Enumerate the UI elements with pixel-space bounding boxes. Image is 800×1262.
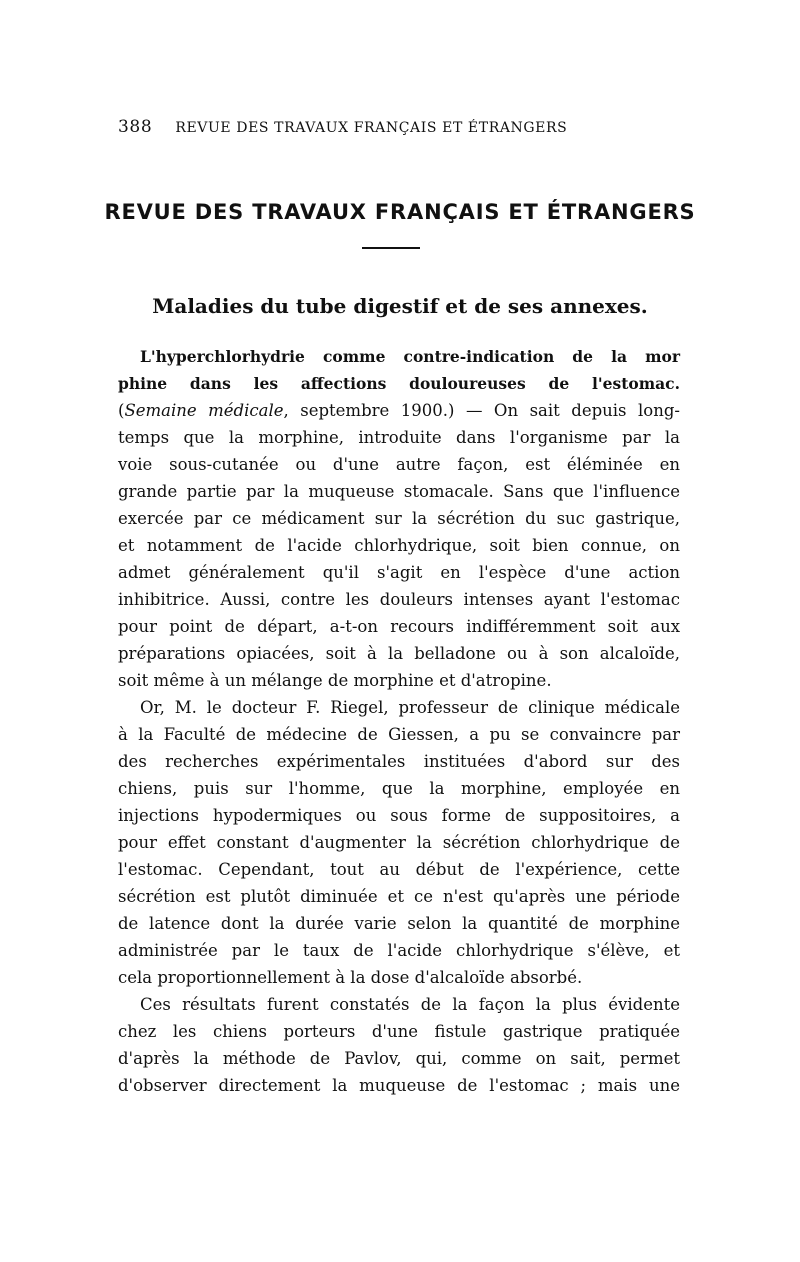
body-line: des recherches expérimentales instituées d'abord sur des (118, 752, 680, 771)
source-name: Semaine médicale (124, 401, 284, 420)
source-line-rest: , septembre 1900.) — On sait depuis long- (283, 401, 680, 420)
section-title: REVUE DES TRAVAUX FRANÇAIS ET ÉTRANGERS (104, 200, 696, 224)
subsection-title: Maladies du tube digestif et de ses annexes. (152, 294, 648, 318)
article-title-line-2: phine dans les affections douloureuses de l'estomac. (118, 374, 680, 393)
body-line: sécrétion est plutôt diminuée et ce n'est qu'après une période (118, 887, 680, 906)
body-line: préparations opiacées, soit à la belladone ou à son alcaloïde, (118, 644, 680, 663)
body-line: temps que la morphine, introduite dans l'organisme par la (118, 428, 680, 447)
body-line: Or, M. le docteur F. Riegel, professeur de clinique médicale (140, 698, 680, 717)
article-body (118, 343, 680, 1099)
body-line: administrée par le taux de l'acide chlorhydrique s'élève, et (118, 941, 680, 960)
body-line: l'estomac. Cependant, tout au début de l'expérience, cette (118, 860, 680, 879)
running-head-title: REVUE DES TRAVAUX FRANÇAIS ET ÉTRANGERS (175, 120, 568, 136)
body-line: et notamment de l'acide chlorhydrique, soit bien connue, on (118, 536, 680, 555)
body-line: de latence dont la durée varie selon la quantité de morphine (118, 914, 680, 933)
body-line: voie sous-cutanée ou d'une autre façon, est éléminée en (118, 455, 680, 474)
article-source-line: (Semaine médicale, septembre 1900.) — On sait depuis long- (118, 401, 680, 420)
body-line: admet généralement qu'il s'agit en l'espèce d'une action (118, 563, 680, 582)
body-line: à la Faculté de médecine de Giessen, a pu se convaincre par (118, 725, 680, 744)
body-line: injections hypodermiques ou sous forme de suppositoires, a (118, 806, 680, 825)
running-head (118, 117, 618, 137)
body-line: Ces résultats furent constatés de la façon la plus évidente (140, 995, 680, 1014)
page-number: 388 (118, 117, 153, 137)
body-line: pour point de départ, a-t-on recours indifféremment soit aux (118, 617, 680, 636)
body-line: exercée par ce médicament sur la sécrétion du suc gastrique, (118, 509, 680, 528)
body-line: grande partie par la muqueuse stomacale. Sans que l'influence (118, 482, 680, 501)
body-line: chez les chiens porteurs d'une fistule gastrique pratiquée (118, 1022, 680, 1041)
body-line: cela proportionnellement à la dose d'alcaloïde absorbé. (118, 968, 583, 987)
body-line: inhibitrice. Aussi, contre les douleurs intenses ayant l'estomac (118, 590, 680, 609)
body-line: pour effet constant d'augmenter la sécrétion chlorhydrique de (118, 833, 680, 852)
body-line: d'observer directement la muqueuse de l'estomac ; mais une (118, 1076, 680, 1095)
article-title-line-1: L'hyperchlorhydrie comme contre-indication de la mor (140, 347, 680, 366)
title-rule (362, 247, 420, 249)
body-line: chiens, puis sur l'homme, que la morphine, employée en (118, 779, 680, 798)
body-line: d'après la méthode de Pavlov, qui, comme on sait, permet (118, 1049, 680, 1068)
body-line: soit même à un mélange de morphine et d'atropine. (118, 671, 552, 690)
